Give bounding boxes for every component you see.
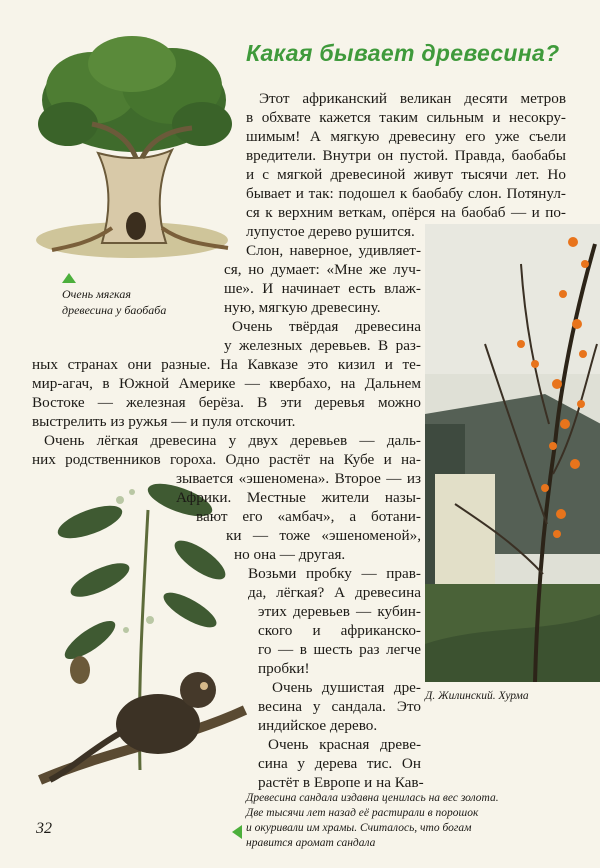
baobab-caption-line-1: Очень мягкая	[62, 287, 131, 301]
body-line: Очень лёгкая древесина у двух деревьев — даль-	[44, 432, 421, 449]
body-line: го — в шесть раз легче	[258, 641, 421, 658]
body-line: бывает и так: подошел к баобабу слон. Потянул-	[246, 185, 566, 202]
body-line: Слон, наверное, удивляет-	[246, 242, 421, 259]
persimmon-painting	[425, 224, 600, 682]
body-line: индийское дерево.	[258, 717, 378, 734]
page-number: 32	[36, 820, 52, 837]
body-line: Востоке — железная берёза. В эти деревья можно	[32, 394, 421, 411]
body-line: в обхвате кажется таким сильным и несокру-	[246, 109, 566, 126]
body-line: ся, но думает: «Мне же луч-	[224, 261, 421, 278]
body-line: ки — тоже «эшеноменой»,	[226, 527, 421, 544]
body-line: растёт в Европе и на Кав-	[258, 774, 424, 791]
body-line: Африки. Местные жители назы-	[176, 489, 421, 506]
sandal-caption-line: Две тысячи лет назад её растирали в порошок	[246, 807, 479, 819]
baobab-illustration	[32, 28, 236, 268]
body-line: этих деревьев — кубин-	[258, 603, 421, 620]
body-line: Очень твёрдая древесина	[232, 318, 421, 335]
body-line: сина у дерева тис. Он	[258, 755, 421, 772]
body-line: ского и африканско-	[258, 622, 421, 639]
sandal-caption-line: и окуривали им храмы. Считалось, что богам	[246, 822, 472, 834]
painting-caption: Д. Жилинский. Хурма	[425, 690, 529, 702]
body-line: пробки!	[258, 660, 310, 677]
body-line: и с мягкой древесиной живут тысячи лет. Но	[246, 166, 566, 183]
body-line: вают его «амбач», а ботани-	[196, 508, 421, 525]
page-title: Какая бывает древесина?	[246, 40, 560, 66]
body-line: шимым! А мягкую древесину его уже съели	[246, 128, 566, 145]
body-line: ся к верхним веткам, опёрся на баобаб — и по-	[246, 204, 566, 221]
baobab-caption-line-2: древесина у баобаба	[62, 303, 167, 317]
body-line: мир-агач, в Южной Америке — квербахо, на Дальнем	[32, 375, 421, 392]
body-line: выстрелить из ружья — и пуля отскочит.	[32, 413, 296, 430]
sandal-caption-line: нравится аромат сандала	[246, 837, 376, 849]
body-line: весина у сандала. Это	[258, 698, 421, 715]
body-line: лупустое дерево рушится.	[246, 223, 415, 240]
body-line: но она — другая.	[234, 546, 346, 563]
body-line: да, лёгкая? А древесина	[248, 584, 421, 601]
body-line: ных странах они разные. На Кавказе это кизил и те-	[32, 356, 421, 373]
body-line: них родственников гороха. Одно растёт на Кубе и на-	[32, 451, 421, 468]
body-line: вредители. Внутри он пустой. Правда, баобабы	[246, 147, 566, 164]
body-line: Возьми пробку — прав-	[248, 565, 421, 582]
body-line: Очень красная древе-	[268, 736, 421, 753]
body-line: ше». И начинает есть влаж-	[224, 280, 421, 297]
caption-marker-icon	[232, 825, 242, 839]
body-line: ную, мягкую древесину.	[224, 299, 381, 316]
body-line: Очень душистая дре-	[272, 679, 421, 696]
body-line: Этот африканский великан десяти метров	[259, 90, 566, 107]
body-line: зывается «эшеномена». Второе — из	[176, 470, 421, 487]
body-line: у железных деревьев. В раз-	[224, 337, 421, 354]
caption-marker-icon	[62, 273, 76, 283]
sandal-caption-line: Древесина сандала издавна ценилась на вес золота.	[246, 792, 499, 804]
